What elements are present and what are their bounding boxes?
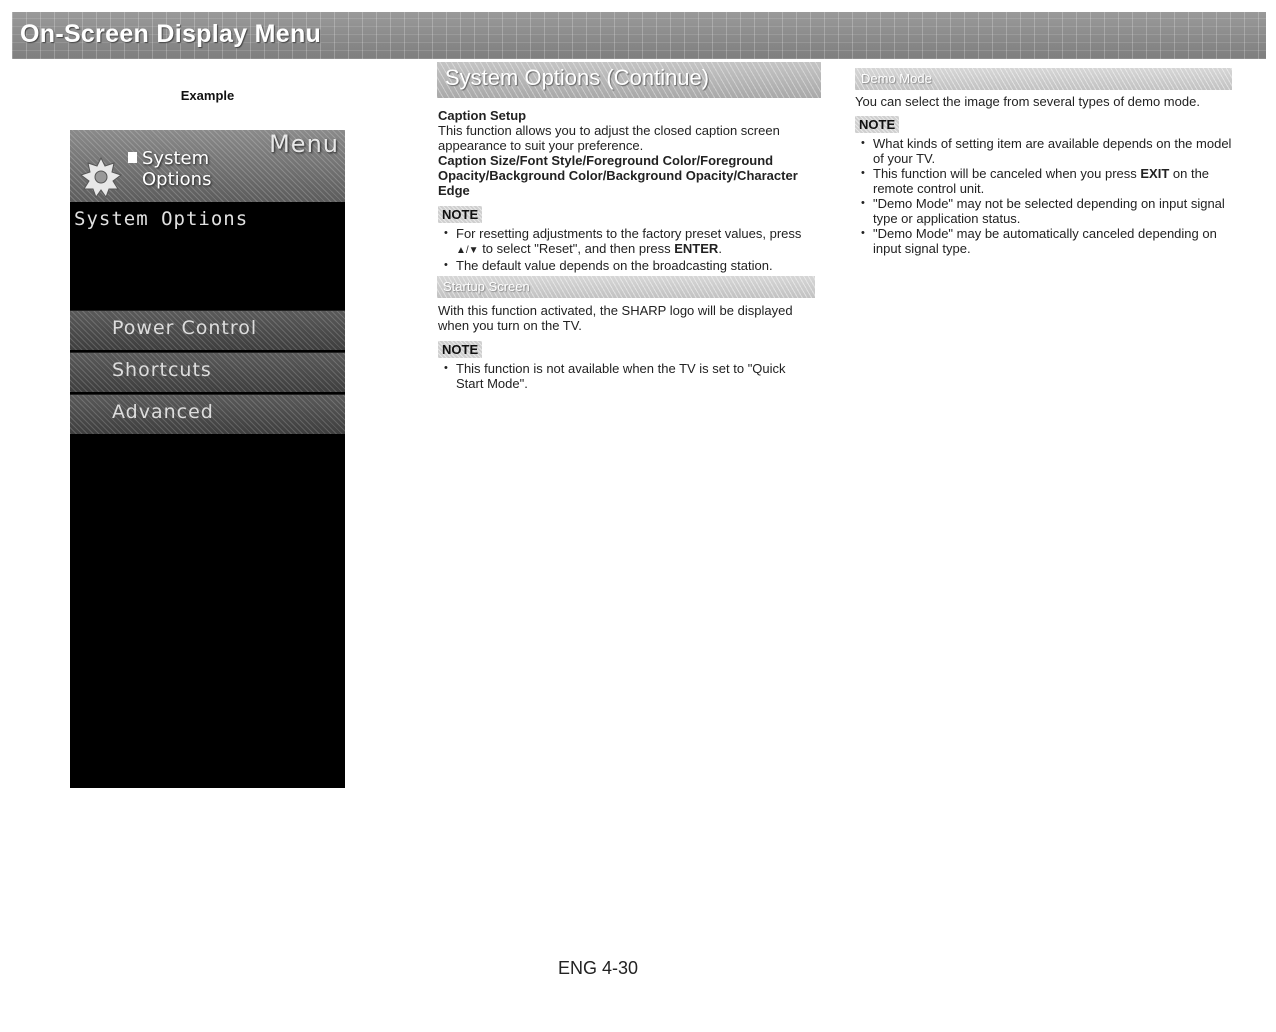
example-label: Example xyxy=(180,88,235,103)
tv-header-label xyxy=(142,148,211,190)
demo-mode-desc: You can select the image from several types of demo mode. xyxy=(855,94,1200,109)
list-item xyxy=(438,226,816,258)
startup-screen-desc: With this function activated, the SHARP logo will be displayed when you turn on the TV. xyxy=(438,303,793,333)
tv-current-title: System Options xyxy=(74,208,249,230)
tv-item-advanced[interactable] xyxy=(70,394,345,434)
caption-setup-block xyxy=(438,108,816,273)
list-item: • "Demo Mode" may be automatically canceled depending on input signal type. xyxy=(855,226,1233,256)
list-item: • "Demo Mode" may not be selected depending on input signal type or application status. xyxy=(855,196,1233,226)
list-item: • What kinds of setting item are available depends on the model of your TV. xyxy=(855,136,1233,166)
tv-item-label: Power Control xyxy=(112,317,258,339)
note-tag: NOTE xyxy=(438,341,482,358)
tv-header-line1: System xyxy=(142,148,210,169)
tv-item-shortcuts[interactable] xyxy=(70,352,345,392)
header-square-icon xyxy=(128,152,137,163)
demo-mode-block xyxy=(855,94,1233,256)
subsection-header-demo-mode xyxy=(855,68,1232,90)
tv-menu-word: Menu xyxy=(269,130,339,158)
caption-setup-heading: Caption Setup xyxy=(438,108,527,123)
gear-icon xyxy=(78,156,124,198)
note-tag: NOTE xyxy=(438,206,482,223)
tv-menu-header xyxy=(70,130,345,202)
startup-screen-block xyxy=(438,303,816,391)
note-text: on the remote control unit. xyxy=(873,166,1210,196)
note-tag: NOTE xyxy=(855,116,899,133)
list-item: • The default value depends on the broadcasting station. xyxy=(438,258,816,273)
subsection-header-startup-screen xyxy=(437,276,815,298)
tv-item-power-control[interactable] xyxy=(70,310,345,350)
note-text: For resetting adjustments to the factory preset values, press xyxy=(456,226,802,241)
caption-notes-list xyxy=(438,226,816,273)
section-title: System Options (Continue) xyxy=(445,65,710,90)
tv-header-line2: Options xyxy=(142,169,212,190)
demo-notes-list xyxy=(855,136,1233,256)
tv-item-label: Advanced xyxy=(112,401,214,423)
arrow-keys-icon: ▲/▼ xyxy=(456,245,479,256)
caption-setup-options: Caption Size/Font Style/Foreground Color/Foreground Opacity/Background Color/Background Opacity/Character Edge xyxy=(438,153,798,198)
note-text: This function will be canceled when you press xyxy=(873,166,1141,181)
list-item: • This function is not available when the TV is set to "Quick Start Mode". xyxy=(438,361,816,391)
exit-key-label: EXIT xyxy=(1140,166,1170,181)
page-banner xyxy=(12,12,1266,59)
subsection-title: Startup Screen xyxy=(443,279,530,294)
note-text: . xyxy=(718,241,722,256)
subsection-title: Demo Mode xyxy=(861,71,932,86)
caption-setup-desc: This function allows you to adjust the closed caption screen appearance to suit your preference. xyxy=(438,123,780,153)
list-item xyxy=(855,166,1233,196)
page-number: ENG 4-30 xyxy=(557,958,639,978)
enter-key-label: ENTER xyxy=(674,241,719,256)
section-header-system-options xyxy=(437,62,821,98)
tv-menu-example xyxy=(70,130,345,788)
note-text: to select "Reset", and then press xyxy=(478,241,675,256)
page-title: On-Screen Display Menu xyxy=(20,20,322,48)
startup-notes-list xyxy=(438,361,816,391)
tv-item-label: Shortcuts xyxy=(112,359,212,381)
